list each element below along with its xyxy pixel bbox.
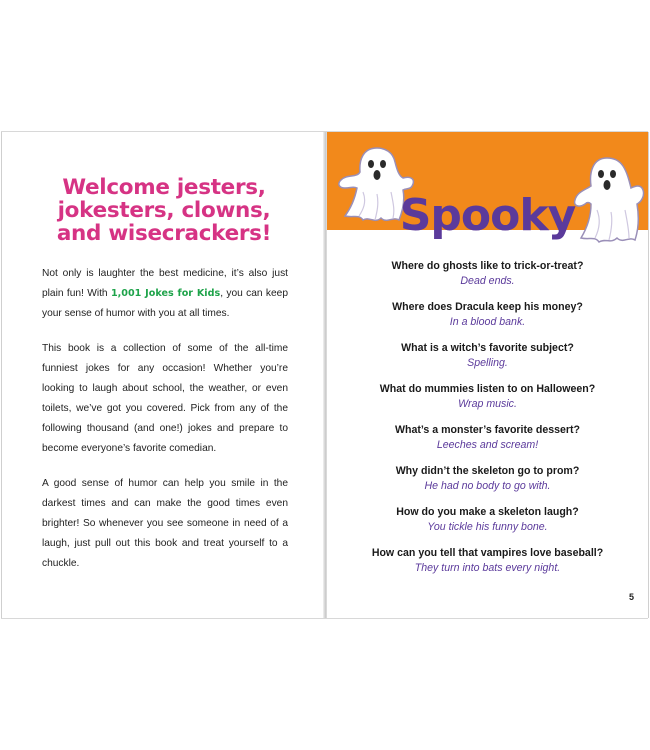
joke-question: Where do ghosts like to trick-or-treat? [391,260,584,272]
joke-answer: Dead ends. [460,275,515,287]
joke-item [327,259,648,300]
book-title: 1,001 Jokes for Kids [110,288,221,299]
joke-question: How do you make a skeleton laugh? [396,506,579,518]
joke-question: Why didn’t the skeleton go to prom? [395,465,580,477]
joke-answer: Wrap music. [458,398,517,410]
joke-answer: Leeches and scream! [436,439,539,451]
right-page [327,132,649,618]
welcome-heading-line: Welcome jesters, [62,175,266,200]
left-page [1,132,326,618]
joke-question: What’s a monster’s favorite dessert? [394,424,581,436]
joke-answer: They turn into bats every night. [414,562,561,574]
joke-answer: You tickle his funny bone. [427,521,548,533]
welcome-heading [24,176,304,245]
intro-text-before: Not only is laughter the best medicine, it’s also just plain fun! With [42,268,288,299]
intro-paragraph: This book is a collection of some of the all-time funniest jokes for any occasion! Whether you’re looking to laugh about school, the weather, or even toilets, we’ve got you covered. Pick from any of the following thousand (and one!) jokes and prepare to become everyone’s favorite comedian. [42,343,288,454]
joke-question: What do mummies listen to on Halloween? [379,383,596,395]
intro-text-after: , you can keep your sense of humor with you at all times. [42,288,289,319]
joke-question: How can you tell that vampires love baseball? [371,547,604,559]
joke-question: What is a witch’s favorite subject? [401,342,574,354]
joke-item [327,341,648,382]
joke-answer: In a blood bank. [449,316,526,328]
intro-paragraph [42,264,288,324]
joke-answer: Spelling. [467,357,508,369]
page-number: 5 [628,592,634,602]
joke-item [327,464,648,505]
joke-item [327,546,648,587]
book-spread [1,131,648,619]
joke-item [327,382,648,423]
joke-question: Where does Dracula keep his money? [392,301,583,313]
joke-item [327,423,648,464]
section-title: Spooky [399,190,576,241]
welcome-heading-line: jokesters, clowns, [57,198,271,223]
intro-text [42,264,288,589]
jokes-list [327,259,648,587]
welcome-heading-line: and wisecrackers! [56,221,272,246]
joke-answer: He had no body to go with. [424,480,551,492]
joke-item [327,505,648,546]
intro-paragraph: A good sense of humor can help you smile in the darkest times and can make the good times even brighter! So whenever you see someone in need of a laugh, just pull out this book and treat yourself to a chuckle. [42,478,288,569]
joke-item [327,300,648,341]
